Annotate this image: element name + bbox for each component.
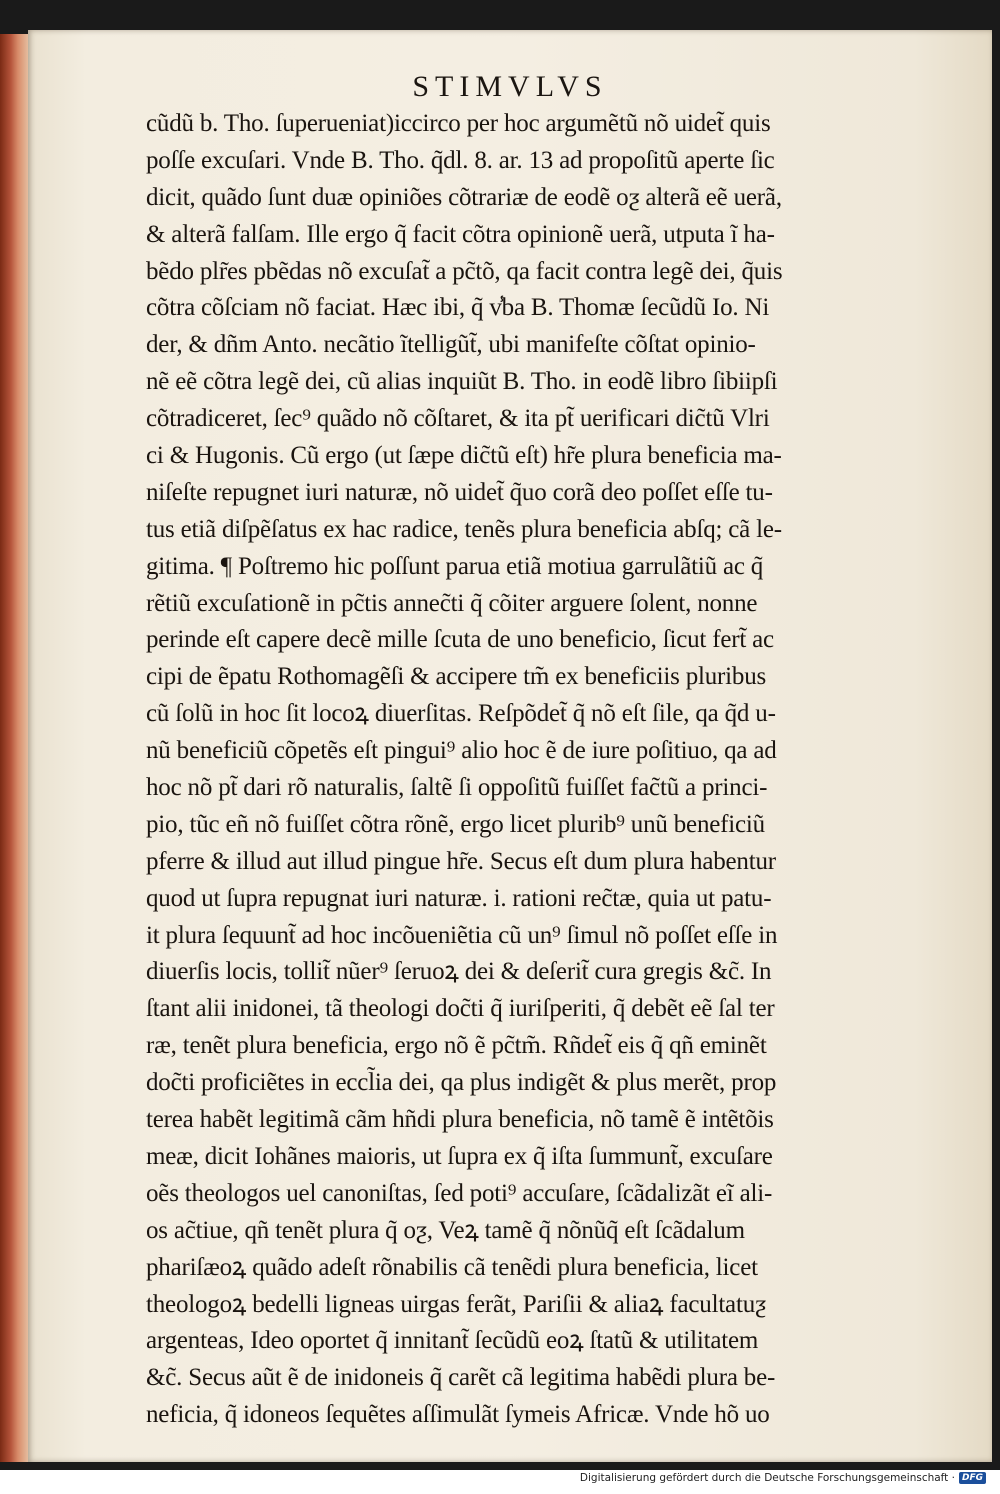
text-line: cipi de ẽpatu Rothomagẽſi & accipere tm̃ ex beneficiis pluribus <box>146 663 767 691</box>
text-line: bẽdo plr̃es pbẽdas nõ excuſat̃ a pc̃tõ, qa facit contra legẽ dei, q̃uis <box>146 257 783 285</box>
digitization-footer <box>580 1470 986 1486</box>
running-head: STIMVLVS <box>412 70 608 103</box>
text-line: nũ beneficiũ cõpetẽs eſt pingui⁹ alio hoc ẽ de iure poſitiuo, qa ad <box>146 737 777 765</box>
text-line: pferre & illud aut illud pingue hr̃e. Secus eſt dum plura habentur <box>146 847 776 875</box>
text-line: dicit, quãdo ſunt duæ opiniões cõtrariæ de eodẽ oƺ alterã eẽ uerã, <box>146 183 782 211</box>
text-line: it plura ſequunt̃ ad hoc incõueniẽtia cũ un⁹ ſimul nõ poſſet eſſe in <box>146 921 778 949</box>
dfg-logo: DFG <box>959 1472 986 1484</box>
text-line: theologoꝝ bedelli ligneas uirgas ferãt, Pariſii & aliaꝝ facultatuƺ <box>146 1290 766 1318</box>
book-edge <box>0 34 30 1462</box>
text-line: quod ut ſupra repugnat iuri naturæ. i. rationi rec̃tæ, quia ut patu- <box>146 884 772 912</box>
text-line: &c̃. Secus aũt ẽ de inidoneis q̃ carẽt cã legitima habẽdi plura be- <box>146 1364 776 1392</box>
text-line: oẽs theologos uel canoniſtas, ſed poti⁹ accuſare, ſcãdalizãt eĩ ali- <box>146 1179 773 1207</box>
text-line: niſeſte repugnet iuri naturæ, nõ uidet̃ q̃uo corã deo poſſet eſſe tu- <box>146 478 773 506</box>
text-line: hoc nõ pt̃ dari rõ naturalis, ſaltẽ ſi oppoſitũ fuiſſet fac̃tũ a princi- <box>146 774 768 802</box>
text-line: cũ ſolũ in hoc ſit locoꝝ diuerſitas. Reſpõdet̃ q̃ nõ eſt ſile, qa q̃d u- <box>146 700 776 728</box>
text-line: rẽtiũ excuſationẽ in pc̃tis annec̃ti q̃ cõiter arguere ſolent, nonne <box>146 589 758 617</box>
text-line: ci & Hugonis. Cũ ergo (ut ſæpe dic̃tũ eſt) hr̃e plura beneficia ma- <box>146 442 782 470</box>
text-line: cõtra cõſciam nõ faciat. Hæc ibi, q̃ v̾ba B. Thomæ ſecũdũ Io. Ni <box>146 294 770 322</box>
text-line: doc̃ti proficiẽtes in eccl̃ia dei, qa plus indigẽt & plus merẽt, prop <box>146 1069 777 1097</box>
text-line: argenteas, Ideo oportet q̃ innitant̃ ſecũdũ eoꝝ ſtatũ & utilitatem <box>146 1327 759 1355</box>
text-line: der, & dñm Anto. necãtio ĩtelligũt̃, ubi manifeſte cõſtat opinio- <box>146 331 756 359</box>
book-page <box>28 30 992 1462</box>
text-line: & alterã falſam. Ille ergo q̃ facit cõtra opinionẽ uerã, utputa ĩ ha- <box>146 220 775 248</box>
text-line: ſtant alii inidonei, tã theologi doc̃ti q̃ iuriſperiti, q̃ debẽt eẽ ſal ter <box>146 995 775 1023</box>
text-line: tus etiã diſpẽſatus ex hac radice, tenẽs plura beneficia abſq; cã le- <box>146 515 782 543</box>
text-line: meæ, dicit Iohãnes maioris, ut ſupra ex q̃ iſta ſummunt̃, excuſare <box>146 1142 773 1170</box>
text-line: ræ, tenẽt plura beneficia, ergo nõ ẽ pc̃tm̃. Rñdet̃ eis q̃ qñ eminẽt <box>146 1032 767 1060</box>
text-line: diuerſis locis, tollit̃ nũer⁹ ſeruoꝝ dei & deſerit̃ cura gregis &c̃. In <box>146 958 772 986</box>
footer-credit: Digitalisierung gefördert durch die Deutsche Forschungsgemeinschaft · <box>579 1472 955 1484</box>
text-line: pio, tũc eñ nõ fuiſſet cõtra rõnẽ, ergo licet plurib⁹ unũ beneficiũ <box>146 810 765 838</box>
text-line: phariſæoꝝ quãdo adeſt rõnabilis cã tenẽdi plura beneficia, licet <box>146 1253 758 1281</box>
text-block <box>146 106 946 1434</box>
text-line: perinde eſt capere decẽ mille ſcuta de uno beneficio, ſicut fert̃ ac <box>146 626 774 654</box>
text-line: nẽ eẽ cõtra legẽ dei, cũ alias inquiũt B. Tho. in eodẽ libro ſibiipſi <box>146 368 778 396</box>
text-line: cũdũ b. Tho. ſuperueniat)iccirco per hoc argumẽtũ nõ uidet̃ quis <box>146 110 771 137</box>
text-line: terea habẽt legitimã cãm hñdi plura beneficia, nõ tamẽ ẽ intẽtõis <box>146 1106 774 1134</box>
text-line: poſſe excuſari. Vnde B. Tho. q̃dl. 8. ar. 13 ad propoſitũ aperte ſic <box>146 146 775 174</box>
text-line: neficia, q̃ idoneos ſequẽtes aſſimulãt ſymeis Africæ. Vnde hõ uo <box>146 1401 770 1429</box>
text-line: cõtradiceret, ſec⁹ quãdo nõ cõſtaret, & ita pt̃ uerificari dic̃tũ Vlri <box>146 405 770 433</box>
text-line: os ac̃tiue, qñ tenẽt plura q̃ oƺ, Veꝝ tamẽ q̃ nõnũq̃ eſt ſcãdalum <box>146 1216 745 1244</box>
text-line: gitima. ¶ Poſtremo hic poſſunt parua etiã motiua garrulãtiũ ac q̃ <box>146 552 764 580</box>
